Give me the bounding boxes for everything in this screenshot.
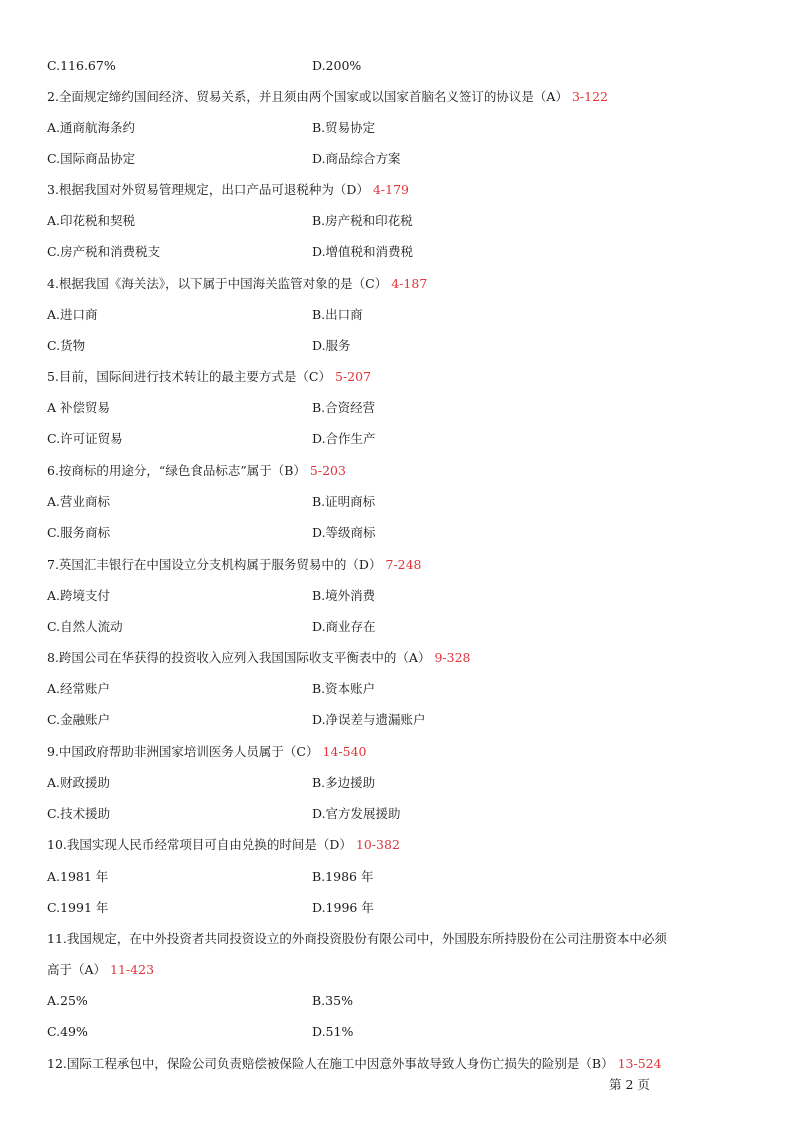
question-stem — [47, 929, 747, 949]
option-c: C.金融账户 — [47, 712, 111, 727]
option-b: B.境外消费 — [312, 588, 376, 603]
option-d: D.商品综合方案 — [312, 151, 401, 166]
page-reference: 5-207 — [335, 369, 372, 384]
question-stem-continued — [47, 960, 747, 980]
option-row — [47, 1022, 747, 1042]
option-row — [47, 867, 747, 887]
page-reference: 4-179 — [372, 182, 409, 197]
option-a: A.25% — [47, 993, 88, 1008]
option-c: C.房产税和消费税支 — [47, 244, 161, 259]
option-c: C.国际商品协定 — [47, 151, 136, 166]
option-row — [47, 149, 747, 169]
page-reference: 11-423 — [110, 962, 155, 977]
question-text: 10.我国实现人民币经常项目可自由兑换的时间是（D） — [47, 837, 352, 852]
option-row — [47, 679, 747, 699]
option-row — [47, 305, 747, 325]
question-text: 5.目前，国际间进行技术转让的最主要方式是（C） — [47, 369, 331, 384]
option-a: A.进口商 — [47, 307, 98, 322]
option-b: B.贸易协定 — [312, 120, 376, 135]
question-stem — [47, 87, 747, 107]
option-a: A.营业商标 — [47, 494, 111, 509]
option-c: C.货物 — [47, 338, 86, 353]
option-a: A.印花税和契税 — [47, 213, 136, 228]
question-text: 9.中国政府帮助非洲国家培训医务人员属于（C） — [47, 744, 319, 759]
option-c: C.许可证贸易 — [47, 431, 123, 446]
option-row — [47, 617, 747, 637]
page-reference: 7-248 — [385, 557, 422, 572]
option-b: B.房产税和印花税 — [312, 213, 413, 228]
question-stem — [47, 1054, 747, 1074]
page-reference: 13-524 — [617, 1056, 662, 1071]
option-a: A.财政援助 — [47, 775, 111, 790]
question-text: 2.全面规定缔约国间经济、贸易关系，并且须由两个国家或以国家首脑名义签订的协议是（A） — [47, 89, 568, 104]
question-text: 3.根据我国对外贸易管理规定，出口产品可退税种为（D） — [47, 182, 369, 197]
option-row — [47, 804, 747, 824]
option-b: B.出口商 — [312, 307, 363, 322]
option-b: B.合资经营 — [312, 400, 376, 415]
option-d: D.商业存在 — [312, 619, 376, 634]
page-reference: 3-122 — [571, 89, 609, 104]
question-stem — [47, 461, 747, 481]
option-row — [47, 523, 747, 543]
option-a: A.通商航海条约 — [47, 120, 136, 135]
option-a: A.1981 年 — [47, 869, 109, 884]
option-c: C.技术援助 — [47, 806, 111, 821]
option-a: A.跨境支付 — [47, 588, 111, 603]
page-reference: 5-203 — [309, 463, 346, 478]
option-b: B.多边援助 — [312, 775, 376, 790]
option-d: D.净误差与遗漏账户 — [312, 712, 426, 727]
option-row — [47, 586, 747, 606]
option-a: A 补偿贸易 — [47, 400, 111, 415]
option-d: D.200% — [312, 58, 362, 73]
question-stem — [47, 367, 747, 387]
option-c: C.49% — [47, 1024, 88, 1039]
option-row — [47, 336, 747, 356]
option-d: D.官方发展援助 — [312, 806, 401, 821]
option-row — [47, 991, 747, 1011]
question-stem — [47, 648, 747, 668]
option-d: D.等级商标 — [312, 525, 376, 540]
page-reference: 10-382 — [355, 837, 400, 852]
option-c: C.1991 年 — [47, 900, 109, 915]
option-d: D.服务 — [312, 338, 351, 353]
question-stem — [47, 555, 747, 575]
option-b: B.35% — [312, 993, 353, 1008]
question-stem — [47, 835, 747, 855]
question-text: 4.根据我国《海关法》，以下属于中国海关监管对象的是（C） — [47, 276, 388, 291]
question-stem — [47, 274, 747, 294]
option-d: D.1996 年 — [312, 900, 374, 915]
option-d: D.合作生产 — [312, 431, 376, 446]
option-row — [47, 398, 747, 418]
option-row — [47, 898, 747, 918]
page-reference: 14-540 — [322, 744, 367, 759]
option-c: C.116.67% — [47, 58, 116, 73]
option-b: B.证明商标 — [312, 494, 376, 509]
question-stem — [47, 180, 747, 200]
option-row — [47, 211, 747, 231]
option-d: D.51% — [312, 1024, 354, 1039]
page-number: 第 2 页 — [609, 1077, 650, 1092]
option-row — [47, 492, 747, 512]
option-d: D.增值税和消费税 — [312, 244, 414, 259]
option-row — [47, 710, 747, 730]
option-row — [47, 118, 747, 138]
page-reference: 4-187 — [391, 276, 428, 291]
option-c: C.自然人流动 — [47, 619, 123, 634]
option-row — [47, 242, 747, 262]
option-a: A.经常账户 — [47, 681, 111, 696]
option-row — [47, 56, 747, 76]
option-row — [47, 429, 747, 449]
page-reference: 9-328 — [434, 650, 471, 665]
question-text: 12.国际工程承包中，保险公司负责赔偿被保险人在施工中因意外事故导致人身伤亡损失的险别是（B） — [47, 1056, 614, 1071]
question-stem — [47, 742, 747, 762]
question-text: 高于（A） — [47, 962, 107, 977]
question-text: 7.英国汇丰银行在中国设立分支机构属于服务贸易中的（D） — [47, 557, 382, 572]
option-row — [47, 773, 747, 793]
question-text: 6.按商标的用途分，“绿色食品标志”属于（B） — [47, 463, 306, 478]
question-text: 11.我国规定，在中外投资者共同投资设立的外商投资股份有限公司中，外国股东所持股份在公司注册资本中必须 — [47, 931, 667, 946]
question-text: 8.跨国公司在华获得的投资收入应列入我国国际收支平衡表中的（A） — [47, 650, 431, 665]
option-b: B.1986 年 — [312, 869, 374, 884]
option-c: C.服务商标 — [47, 525, 111, 540]
option-b: B.资本账户 — [312, 681, 376, 696]
